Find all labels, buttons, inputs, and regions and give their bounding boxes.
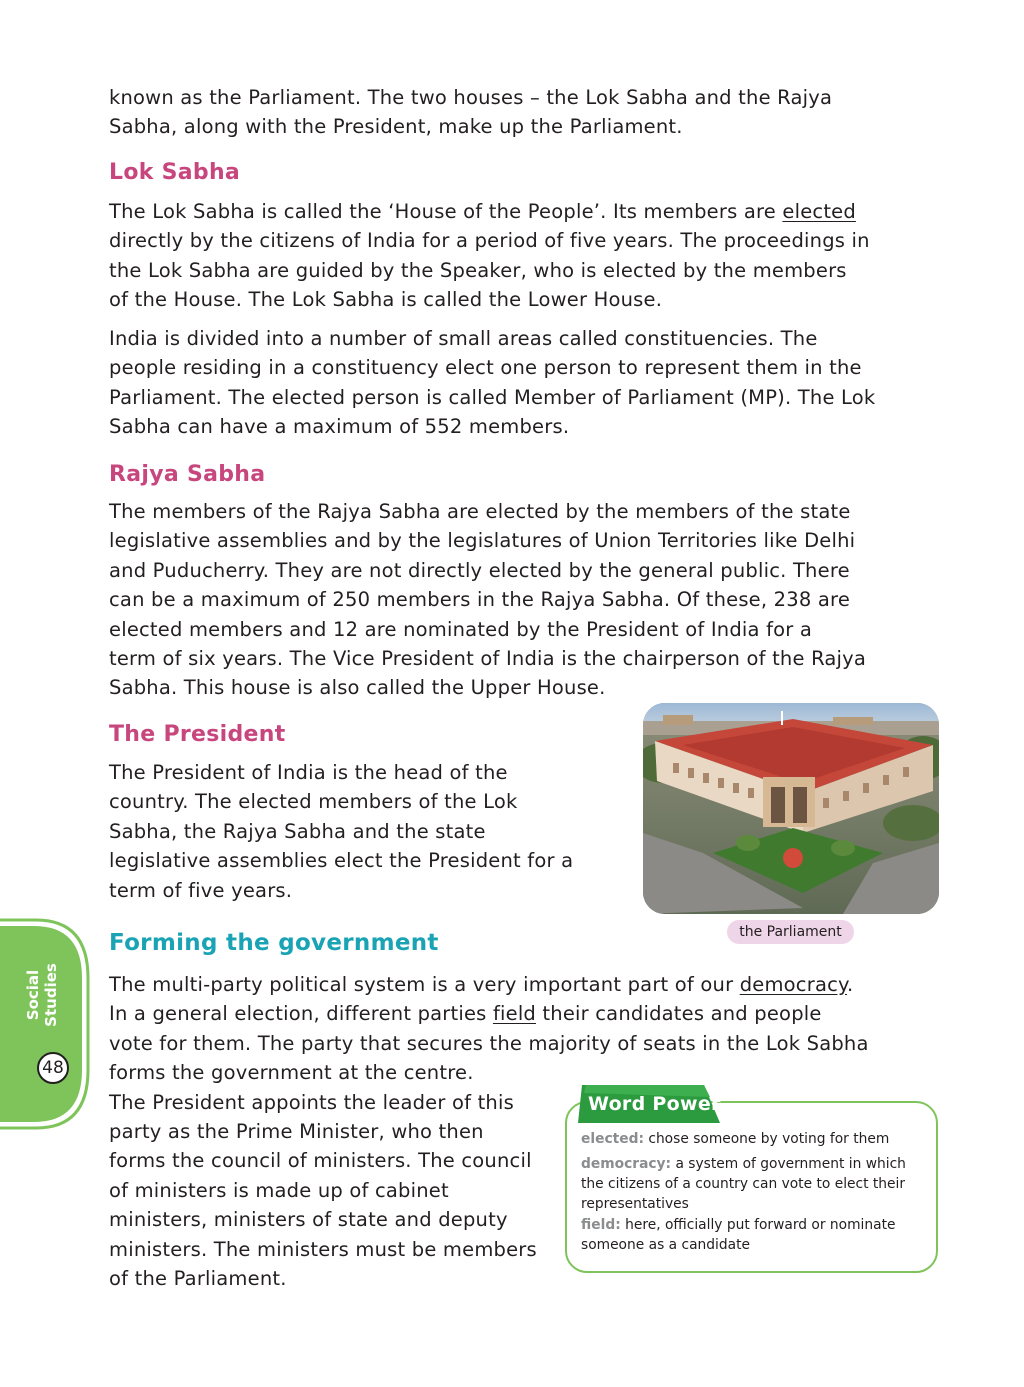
glossary-term: field: xyxy=(581,1216,621,1233)
lok-sabha-p1-line-3: the Lok Sabha are guided by the Speaker, who is elected by the members xyxy=(109,258,847,282)
rajya-sabha-line-5: elected members and 12 are nominated by the President of India for a xyxy=(109,617,813,641)
lok-sabha-p1-line-1: The Lok Sabha is called the ‘House of the People’. Its members are elected xyxy=(109,200,856,223)
lok-sabha-p1-line-4: of the House. The Lok Sabha is called the Lower House. xyxy=(109,288,663,312)
lok-sabha-p2-line-1: India is divided into a number of small areas called constituencies. The xyxy=(109,327,818,350)
forming-line-3: vote for them. The party that secures the majority of seats in the Lok Sabha xyxy=(109,1031,869,1055)
lok-sabha-paragraph-2 xyxy=(109,324,875,442)
rajya-sabha-line-4: can be a maximum of 250 members in the Rajya Sabha. Of these, 238 are xyxy=(109,588,851,612)
term-elected: elected xyxy=(782,200,856,223)
president-line-1: The President of India is the head of the xyxy=(109,761,508,784)
forming-line-9: ministers, ministers of state and deputy xyxy=(109,1208,508,1232)
president-heading: The President xyxy=(109,722,286,747)
page-number: 48 xyxy=(37,1052,69,1084)
glossary-definition: here, officially put forward or nominate someone as a candidate xyxy=(581,1216,896,1253)
forming-line-1: The multi-party political system is a very important part of our democracy. xyxy=(109,973,854,996)
intro-line-1: known as the Parliament. The two houses – the Lok Sabha and the Rajya xyxy=(109,86,833,109)
lok-sabha-heading: Lok Sabha xyxy=(109,160,241,185)
rajya-sabha-paragraph xyxy=(109,497,866,703)
glossary-definition: a system of government in which the citizens of a country can vote to elect their representatives xyxy=(581,1155,906,1213)
word-power-entry-elected xyxy=(581,1129,931,1149)
forming-line-4: forms the government at the centre. xyxy=(109,1061,474,1085)
side-tab-line-2: Studies xyxy=(42,963,60,1027)
word-power-entry-democracy xyxy=(581,1154,931,1215)
glossary-term: democracy: xyxy=(581,1155,672,1172)
side-tab-line-1: Social xyxy=(24,969,42,1021)
forming-government-heading: Forming the government xyxy=(109,930,439,956)
forming-line-10: ministers. The ministers must be members xyxy=(109,1237,537,1261)
lok-sabha-p1-line-2: directly by the citizens of India for a period of five years. The proceedings in xyxy=(109,229,870,253)
rajya-sabha-heading: Rajya Sabha xyxy=(109,462,266,487)
forming-line-2: In a general election, different parties field their candidates and people xyxy=(109,1002,822,1026)
glossary-term: elected: xyxy=(581,1131,644,1147)
president-line-2: country. The elected members of the Lok xyxy=(109,790,518,814)
word-power-title: Word Power xyxy=(588,1093,721,1115)
parliament-photo xyxy=(643,703,939,914)
term-field: field xyxy=(492,1002,537,1026)
forming-line-7: forms the council of ministers. The council xyxy=(109,1149,532,1173)
intro-paragraph xyxy=(109,83,832,142)
term-democracy: democracy xyxy=(739,973,847,996)
lok-sabha-p2-line-2: people residing in a constituency elect one person to represent them in the xyxy=(109,356,862,380)
lok-sabha-p2-line-3: Parliament. The elected person is called Member of Parliament (MP). The Lok xyxy=(109,385,876,409)
word-power-entries xyxy=(581,1129,931,1260)
president-paragraph xyxy=(109,758,573,905)
glossary-definition: chose someone by voting for them xyxy=(643,1131,890,1147)
rajya-sabha-line-2: legislative assemblies and by the legislatures of Union Territories like Delhi xyxy=(109,529,856,553)
forming-line-8: of ministers is made up of cabinet xyxy=(109,1178,449,1202)
forming-line-11: of the Parliament. xyxy=(109,1267,287,1291)
lok-sabha-paragraph-1 xyxy=(109,197,870,315)
president-line-4: legislative assemblies elect the President for a xyxy=(109,849,574,873)
forming-line-6: party as the Prime Minister, who then xyxy=(109,1120,484,1144)
president-line-5: term of five years. xyxy=(109,878,293,902)
forming-line-5: The President appoints the leader of this xyxy=(109,1090,514,1114)
rajya-sabha-line-7: Sabha. This house is also called the Upper House. xyxy=(109,676,606,700)
rajya-sabha-line-1: The members of the Rajya Sabha are elected by the members of the state xyxy=(109,500,851,523)
word-power-entry-field xyxy=(581,1215,931,1256)
rajya-sabha-line-6: term of six years. The Vice President of India is the chairperson of the Rajya xyxy=(109,647,867,671)
lok-sabha-p2-line-4: Sabha can have a maximum of 552 members. xyxy=(109,415,570,439)
president-line-3: Sabha, the Rajya Sabha and the state xyxy=(109,819,486,843)
rajya-sabha-line-3: and Puducherry. They are not directly elected by the general public. There xyxy=(109,558,850,582)
intro-line-2: Sabha, along with the President, make up the Parliament. xyxy=(109,115,683,139)
photo-caption: the Parliament xyxy=(727,920,854,944)
side-tab-label xyxy=(24,963,60,1027)
